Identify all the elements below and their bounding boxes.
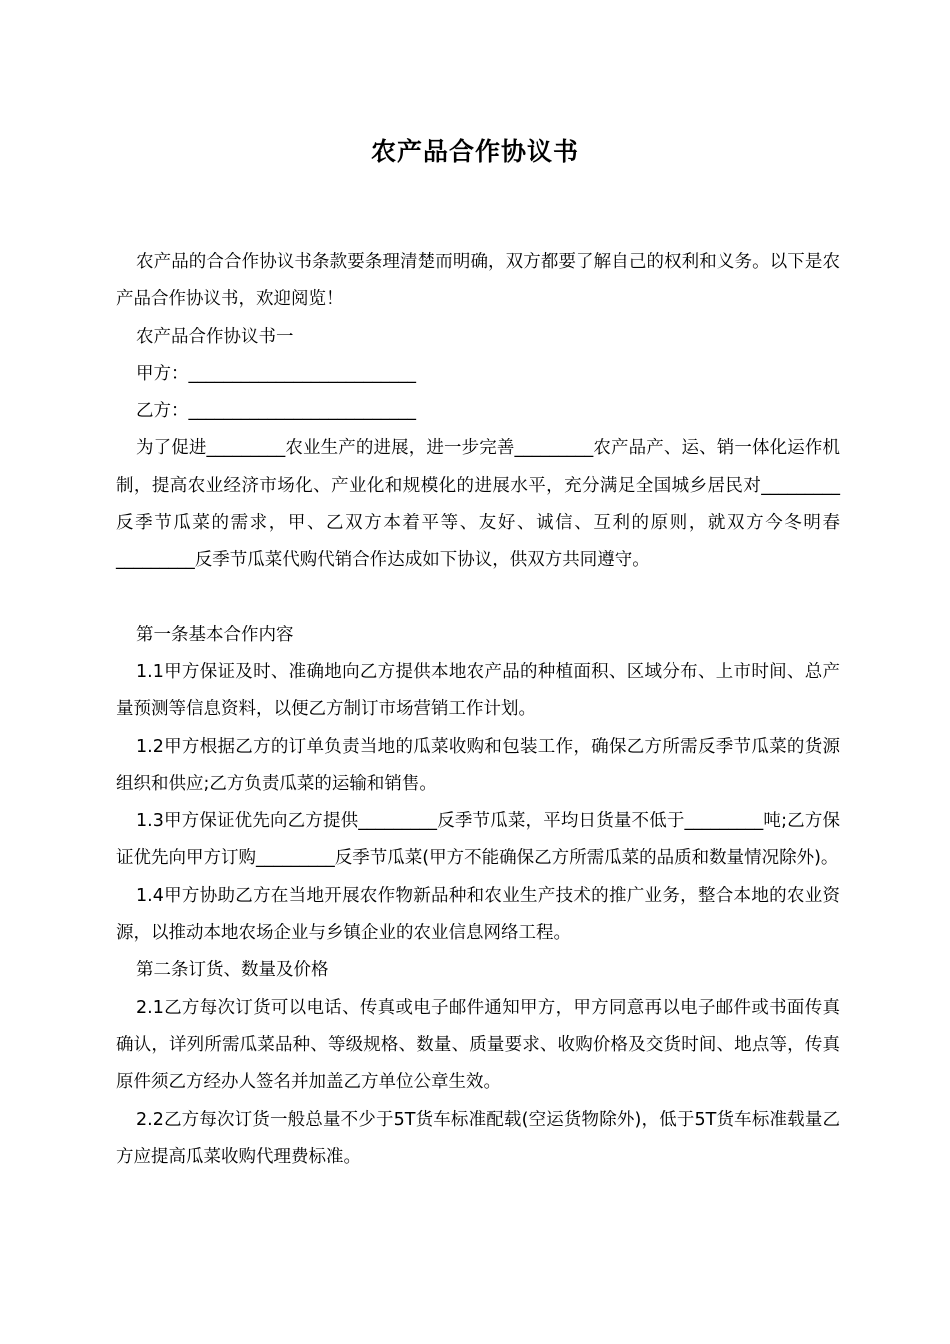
- party-a-line: 甲方：__________________________: [136, 363, 416, 384]
- clause-1-1: 1.1甲方保证及时、准确地向乙方提供本地农产品的种植面积、区域分布、上市时间、总产量预测等信息资料，以便乙方制订市场营销工作计划。: [116, 661, 840, 720]
- intro-paragraph: 农产品的合合作协议书条款要条理清楚而明确，双方都要了解自己的权利和义务。以下是农产品合作协议书，欢迎阅览！: [116, 252, 840, 310]
- preamble-paragraph: 为了促进_________农业生产的进展，进一步完善_________农产品产、运、销一体化运作机制，提高农业经济市场化、产业化和规模化的进展水平，充分满足全国城乡居民对_________反季节瓜菜的需求，甲、乙双方本着平等、友好、诚信、互利的原则，就双方今冬明春_________反季节瓜菜代购代销合作达成如下协议，供双方共同遵守。: [116, 438, 840, 571]
- clause-1-2: 1.2甲方根据乙方的订单负责当地的瓜菜收购和包装工作，确保乙方所需反季节瓜菜的货源组织和供应;乙方负责瓜菜的运输和销售。: [116, 736, 840, 794]
- party-b-line: 乙方：__________________________: [136, 401, 416, 422]
- clause-1-4: 1.4甲方协助乙方在当地开展农作物新品种和农业生产技术的推广业务，整合本地的农业资源，以推动本地农场企业与乡镇企业的农业信息网络工程。: [116, 885, 840, 944]
- document-title: 农产品合作协议书: [370, 137, 579, 166]
- agreement-subtitle: 农产品合作协议书一: [136, 326, 294, 347]
- clause-2-1: 2.1乙方每次订货可以电话、传真或电子邮件通知甲方，甲方同意再以电子邮件或书面传真确认，详列所需瓜菜品种、等级规格、数量、质量要求、收购价格及交货时间、地点等，传真原件须乙方经办人签名并加盖乙方单位公章生效。: [116, 997, 840, 1093]
- clause-2-2: 2.2乙方每次订货一般总量不少于5T货车标准配载(空运货物除外)，低于5T货车标准载量乙方应提高瓜菜收购代理费标准。: [116, 1109, 840, 1167]
- clause-1-3: 1.3甲方保证优先向乙方提供_________反季节瓜菜，平均日货量不低于_________吨;乙方保证优先向甲方订购_________反季节瓜菜(甲方不能确保乙方所需瓜菜的品质和数量情况除外)。: [116, 811, 840, 869]
- document-body: [116, 244, 840, 1176]
- section-heading-2: 第二条订货、数量及价格: [136, 960, 329, 981]
- section-heading-1: 第一条基本合作内容: [136, 624, 294, 645]
